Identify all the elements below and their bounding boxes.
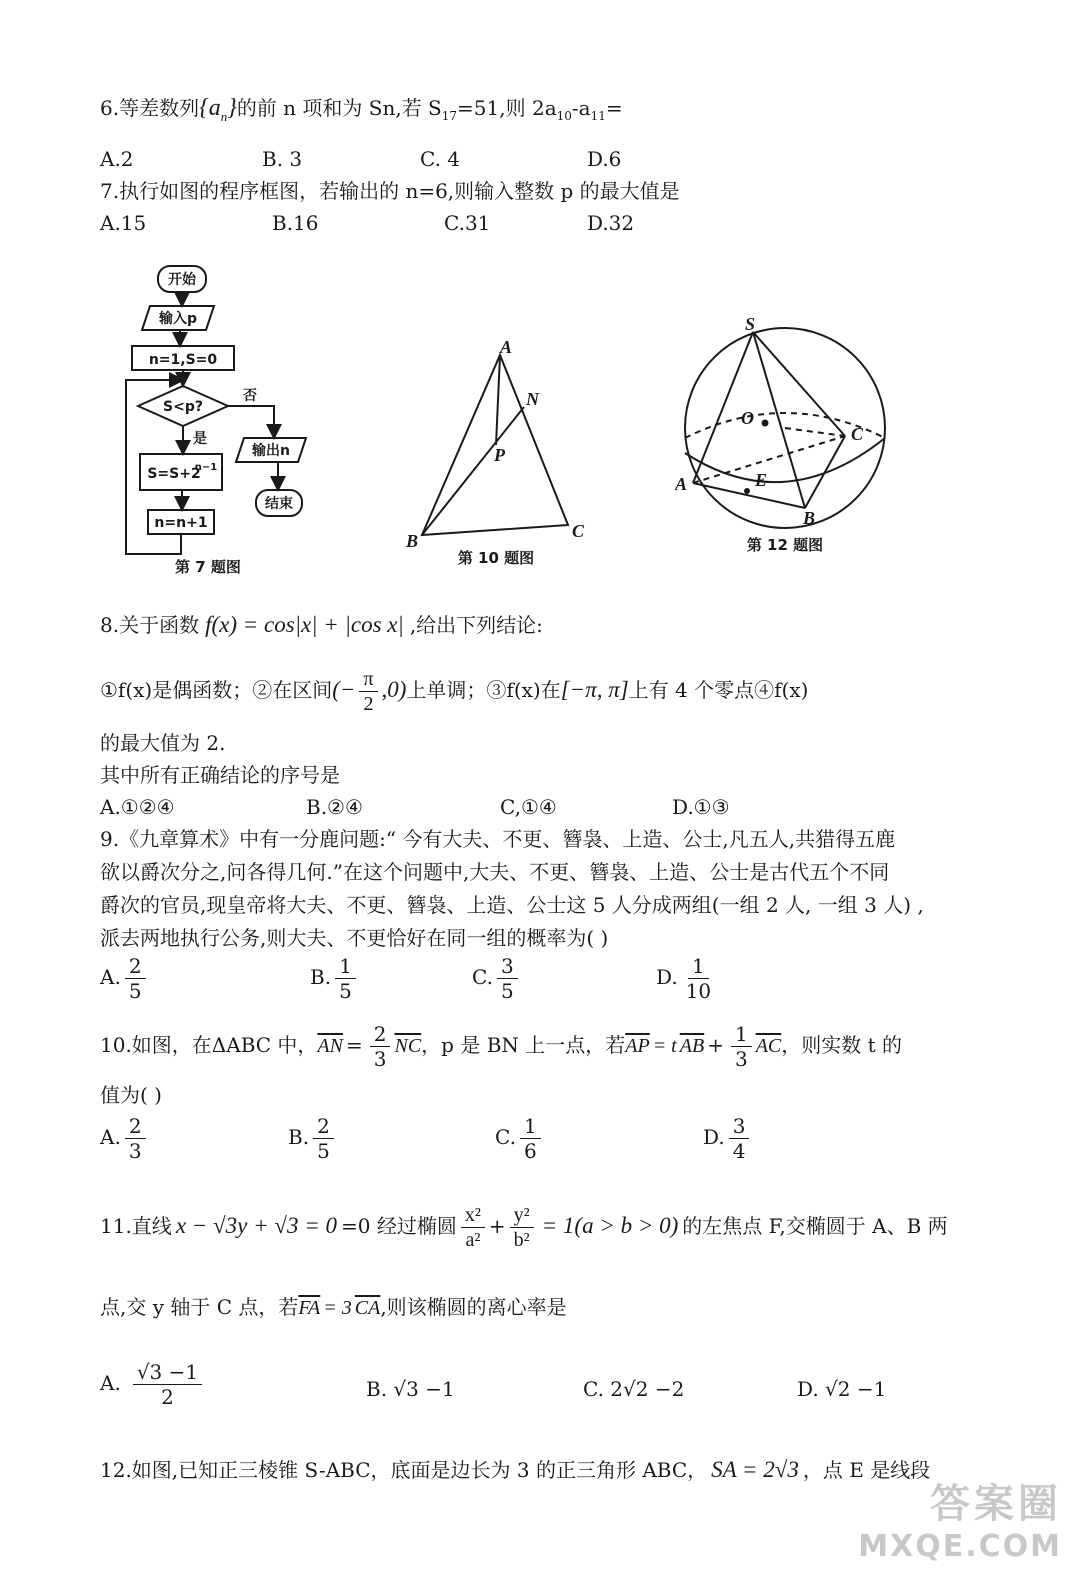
flow-end-label: 结束: [265, 496, 293, 512]
q7-option-a: A.15: [100, 211, 147, 235]
q12-stem: 12.如图,已知正三棱锥 S-ABC，底面是边长为 3 的正三角形 ABC， SA = 2√3 ，点 E 是线段: [100, 1457, 931, 1482]
q11-option-b: B. √3 −1: [366, 1377, 455, 1401]
q10-line-2: 值为( ): [100, 1083, 162, 1107]
q10-stem: 10.如图，在ΔABC 中，$\overline{AN}$ = $\frac{2}{3}$ $\overline{NC}$，p 是 BN 上一点，若$\overline{AP} = t$ $\overline{AB}$ + $\frac{1}{3}$ $\overline{AC}$，则实数 t 的: [100, 1022, 903, 1071]
point-o-label: O: [741, 408, 754, 428]
flow-yes-label: 是: [193, 431, 207, 447]
segment-ap: [496, 355, 500, 445]
q6-option-b: B. 3: [262, 147, 303, 171]
q9-line-4: 派去两地执行公务,则大夫、不更恰好在同一组的概率为( ): [100, 926, 609, 950]
q8-option-c: C,①④: [500, 795, 557, 819]
point-b-label-12: B: [803, 508, 816, 528]
flow-cond-label: S<p?: [163, 399, 203, 415]
q10-option-c: C. $\frac{1}{6}$: [495, 1114, 545, 1163]
sphere-pyramid-figure: [675, 318, 895, 578]
point-a-label: A: [500, 337, 513, 357]
point-p-label: P: [494, 445, 505, 465]
flow-start-label: 开始: [168, 272, 196, 288]
watermark: [858, 1472, 1062, 1564]
q11-option-c: C. 2√2 −2: [583, 1377, 685, 1401]
q7-option-d: D.32: [587, 211, 635, 235]
fig7-caption: 第 7 题图: [175, 558, 241, 576]
q9-option-d: D. $\frac{1}{10}$: [656, 954, 712, 1003]
q11-option-a: A. $\frac{√3 -1}{2}$: [100, 1360, 206, 1409]
point-e-label: E: [755, 470, 768, 490]
q9-option-a: A. $\frac{2}{5}$: [100, 954, 150, 1003]
segment-bn: [422, 407, 524, 535]
point-e: [744, 488, 750, 494]
flowchart-figure: [110, 258, 420, 588]
q9-line-1: 9.《九章算术》中有一分鹿问题:“ 今有大夫、不更、簪袅、上造、公士,凡五人,共猎得五鹿: [100, 827, 896, 851]
q9-option-c: C. $\frac{3}{5}$: [472, 954, 522, 1003]
watermark-logo-text: 答案圈: [930, 1481, 1062, 1527]
point-n-label: N: [526, 389, 539, 409]
center-point: [762, 420, 769, 427]
q7-stem: 7.执行如图的程序框图，若输出的 n=6,则输入整数 p 的最大值是: [100, 179, 680, 203]
fig10-caption: 第 10 题图: [457, 549, 535, 567]
q11-option-d: D. √2 −1: [797, 1377, 887, 1401]
q8-conclusion-cont: 的最大值为 2.: [100, 731, 226, 755]
point-c-label: C: [572, 521, 585, 541]
flow-input-label: 输入p: [158, 311, 198, 327]
q6-option-a: A.2: [100, 147, 134, 171]
triangle-figure: [400, 335, 600, 575]
q6-option-d: D.6: [587, 147, 622, 171]
q11-line-2: 点,交 y 轴于 C 点，若$\overline{FA} = 3$ $\overline{CA}$,则该椭圆的离心率是: [100, 1295, 567, 1319]
q6-option-c: C. 4: [420, 147, 461, 171]
flow-update-s-exp: n−1: [194, 462, 218, 473]
point-a-label-12: A: [675, 474, 688, 494]
q9-option-b: B. $\frac{1}{5}$: [310, 954, 360, 1003]
q8-conclusions: ①f(x)是偶函数；②在区间(− $\frac{\pi}{2}$ ,0)上单调；③f(x)在[−π, π]上有 4 个零点④f(x): [100, 668, 809, 715]
point-s-label: S: [745, 318, 756, 334]
q9-line-2: 欲以爵次分之,问各得几何.”在这个问题中,大夫、不更、簪袅、上造、公士是古代五个不同: [100, 860, 890, 884]
point-c-label-12: C: [851, 424, 864, 444]
flow-update-s-label: S=S+2: [147, 466, 201, 482]
flow-output-label: 输出n: [252, 443, 290, 459]
q7-option-c: C.31: [444, 211, 491, 235]
q6-stem: 6.等差数列$\{a_n\}$的前 n 项和为 Sn,若 $S_{17}=51$,则 $2a_{10}-a_{11}=$: [100, 95, 623, 124]
q10-option-b: B. $\frac{2}{5}$: [288, 1114, 338, 1163]
flow-init-label: n=1,S=0: [148, 352, 218, 368]
q8-ask: 其中所有正确结论的序号是: [100, 763, 340, 787]
q8-option-b: B.②④: [306, 795, 363, 819]
q8-option-a: A.①②④: [100, 795, 175, 819]
watermark-url: MXQE.COM: [858, 1529, 1062, 1564]
q10-option-a: A. $\frac{2}{3}$: [100, 1114, 150, 1163]
q8-option-d: D.①③: [672, 795, 730, 819]
q11-stem: 11.直线 x − √3y + √3 = 0 =0 经过椭圆 $\frac{\text{x²}}{\text{a²}}$ + $\frac{\text{y²}}{\text{b²}}$ = 1(a > b > 0) 的左焦点 F,交椭圆于 A、B 两: [100, 1204, 948, 1251]
flow-update-n-label: n=n+1: [154, 515, 208, 531]
point-b-label: B: [406, 531, 419, 551]
q8-stem: 8.关于函数 f(x) = cos|x| + |cos x| ,给出下列结论:: [100, 612, 543, 637]
q7-option-b: B.16: [272, 211, 319, 235]
q10-option-d: D. $\frac{3}{4}$: [703, 1114, 753, 1163]
fig12-caption: 第 12 题图: [746, 536, 824, 554]
flow-no-label: 否: [243, 388, 257, 404]
q9-line-3: 爵次的官员,现皇帝将大夫、不更、簪袅、上造、公士这 5 人分成两组(一组 2 人, 一组 3 人) ,: [100, 893, 924, 917]
